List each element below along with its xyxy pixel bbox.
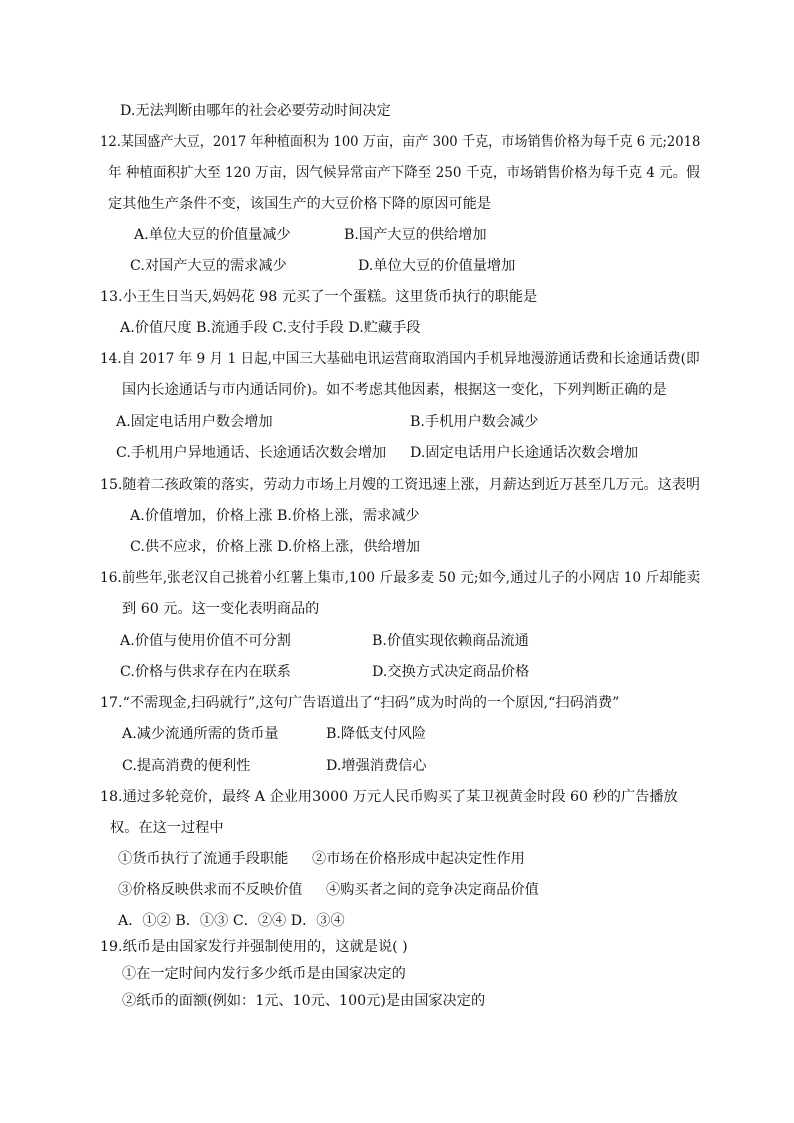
q17-option-c: C.提高消费的便利性 — [122, 758, 251, 774]
q14-option-b: B.手机用户数会减少 — [410, 414, 539, 430]
q19-statement-1: ①在一定时间内发行多少纸币是由国家决定的 — [122, 966, 406, 982]
q12-option-b: B.国产大豆的供给增加 — [344, 227, 487, 243]
q14-option-c: C.手机用户异地通话、长途通话次数会增加 — [116, 445, 387, 461]
q16-stem-line2: 到 60 元。这一变化表明商品的 — [122, 601, 320, 617]
q12-option-d: D.单位大豆的价值量增加 — [358, 258, 516, 274]
q18-statement-2: ②市场在价格形成中起决定性作用 — [312, 851, 525, 867]
q14-stem-line1: 14.自 2017 年 9 月 1 日起,中国三大基础电讯运营商取消国内手机异地漫游通话费和长途通话费(即 — [100, 351, 700, 367]
q15-stem: 15.随着二孩政策的落实，劳动力市场上月嫂的工资迅速上涨，月薪达到近万甚至几万元。这表明 — [100, 477, 701, 493]
q18-statement-4: ④购买者之间的竞争决定商品价值 — [326, 882, 539, 898]
q15-options-cd: C.供不应求，价格上涨 D.价格上涨，供给增加 — [130, 539, 421, 555]
q16-stem-line1: 16.前些年,张老汉自己挑着小红薯上集市,100 斤最多麦 50 元;如今,通过儿子的小网店 10 斤却能卖 — [100, 570, 701, 586]
q18-stem-line1: 18.通过多轮竞价，最终 A 企业用3000 万元人民币购买了某卫视黄金时段 60 秒的广告播放 — [100, 789, 678, 805]
q14-stem-line2: 国内长途通话与市内通话同价)。如不考虑其他因素，根据这一变化，下列判断正确的是 — [122, 382, 667, 398]
q19-stem: 19.纸币是由国家发行并强制使用的，这就是说( ) — [100, 939, 408, 955]
q16-option-c: C.价格与供求存在内在联系 — [120, 664, 291, 680]
q11-option-d: D.无法判断由哪年的社会必要劳动时间决定 — [120, 103, 391, 119]
q16-option-b: B.价值实现依赖商品流通 — [372, 633, 529, 649]
q17-stem: 17.“不需现金,扫码就行”,这句广告语道出了“扫码”成为时尚的一个原因,“扫码消费” — [100, 695, 620, 711]
q18-options: A．①② B．①③ C．②④ D．③④ — [118, 913, 345, 929]
q14-option-d: D.固定电话用户长途通话次数会增加 — [410, 445, 639, 461]
q18-statement-1: ①货币执行了流通手段职能 — [118, 851, 289, 867]
q12-option-c: C.对国产大豆的需求减少 — [130, 258, 287, 274]
q15-options-ab: A.价值增加，价格上涨 B.价格上涨，需求减少 — [130, 508, 420, 524]
q16-option-a: A.价值与使用价值不可分割 — [120, 633, 291, 649]
q17-option-d: D.增强消费信心 — [326, 758, 427, 774]
q16-option-d: D.交换方式决定商品价格 — [372, 664, 530, 680]
q12-stem-line1: 12.某国盛产大豆，2017 年种植面积为 100 万亩，亩产 300 千克，市场销售价格为每千克 6 元;2018 — [100, 134, 701, 150]
q13-stem: 13.小王生日当天,妈妈花 98 元买了一个蛋糕。这里货币执行的职能是 — [100, 289, 538, 305]
q19-statement-2: ②纸币的面额(例如：1元、10元、100元)是由国家决定的 — [122, 993, 486, 1009]
q14-option-a: A.固定电话用户数会增加 — [116, 414, 273, 430]
q18-stem-line2: 权。在这一过程中 — [110, 820, 224, 836]
q13-options: A.价值尺度 B.流通手段 C.支付手段 D.贮藏手段 — [120, 320, 421, 336]
q12-stem-line2: 年 种植面积扩大至 120 万亩，因气候异常亩产下降至 250 千克，市场销售价格为每千克 4 元。假 — [108, 165, 700, 181]
q12-option-a: A.单位大豆的价值量减少 — [134, 227, 291, 243]
q12-stem-line3: 定其他生产条件不变，该国生产的大豆价格下降的原因可能是 — [108, 196, 492, 212]
q17-option-a: A.减少流通所需的货币量 — [122, 726, 279, 742]
q17-option-b: B.降低支付风险 — [326, 726, 427, 742]
q18-statement-3: ③价格反映供求而不反映价值 — [118, 882, 303, 898]
